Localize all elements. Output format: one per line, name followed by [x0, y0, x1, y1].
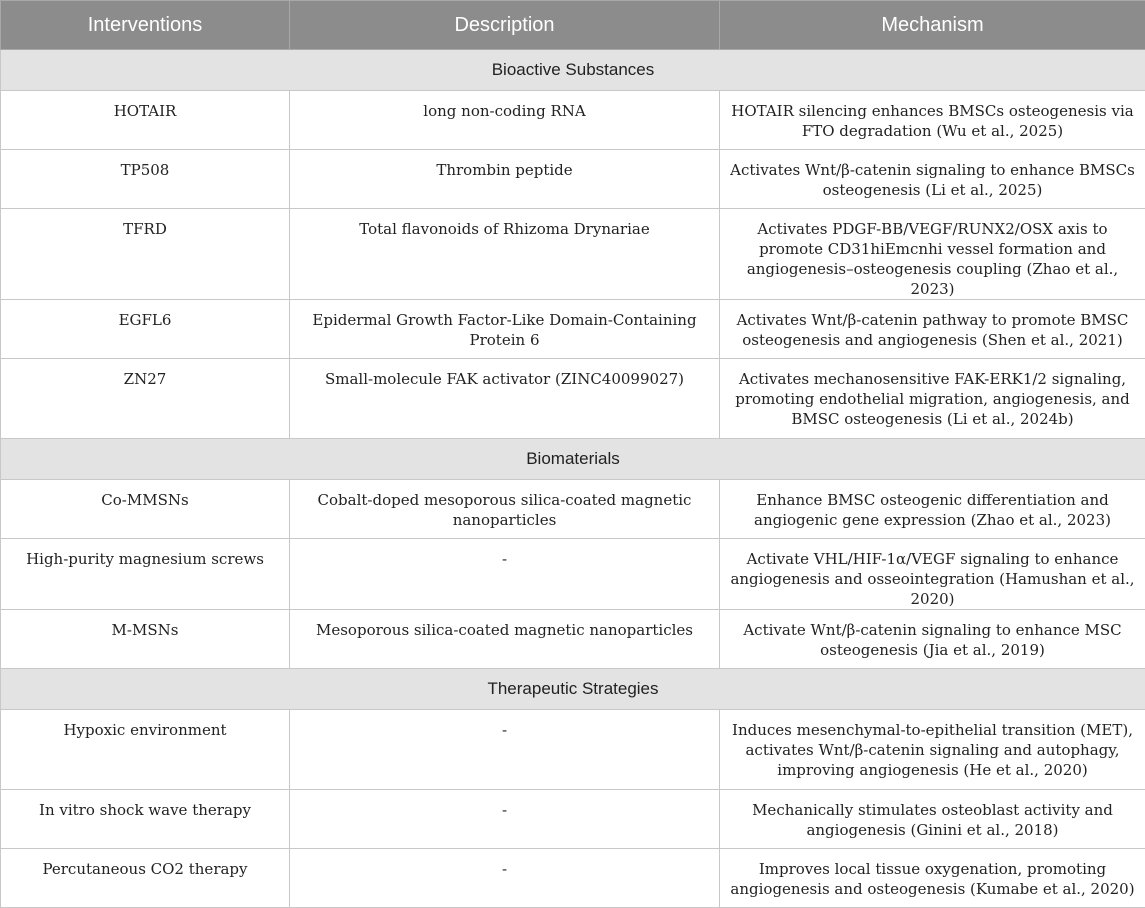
mechanism-cell: Activates PDGF-BB/VEGF/RUNX2/OSX axis to promote CD31hiEmcnhi vessel formation and angiogenesis–osteogenesis coupling (Zhao et al., 2023) [720, 209, 1145, 300]
description-cell: Small-molecule FAK activator (ZINC40099027) [290, 359, 720, 439]
table-row [1, 300, 1145, 359]
table-row [1, 539, 1145, 610]
intervention-cell: HOTAIR [1, 91, 290, 150]
table-row [1, 849, 1145, 908]
mechanism-cell: Enhance BMSC osteogenic differentiation and angiogenic gene expression (Zhao et al., 2023) [720, 480, 1145, 539]
section-title: Therapeutic Strategies [1, 669, 1145, 710]
description-cell: Thrombin peptide [290, 150, 720, 209]
mechanism-cell: Mechanically stimulates osteoblast activity and angiogenesis (Ginini et al., 2018) [720, 790, 1145, 849]
description-cell: - [290, 710, 720, 790]
description-cell: Cobalt-doped mesoporous silica-coated magnetic nanoparticles [290, 480, 720, 539]
mechanism-cell: HOTAIR silencing enhances BMSCs osteogenesis via FTO degradation (Wu et al., 2025) [720, 91, 1145, 150]
column-header-mechanism: Mechanism [720, 1, 1145, 50]
description-cell: Mesoporous silica-coated magnetic nanoparticles [290, 610, 720, 669]
mechanism-cell: Induces mesenchymal-to-epithelial transition (MET), activates Wnt/β-catenin signaling and autophagy, improving angiogenesis (He et al., 2020) [720, 710, 1145, 790]
intervention-cell: Co-MMSNs [1, 480, 290, 539]
intervention-cell: EGFL6 [1, 300, 290, 359]
intervention-cell: M-MSNs [1, 610, 290, 669]
section-title: Biomaterials [1, 439, 1145, 480]
description-cell: - [290, 790, 720, 849]
intervention-cell: In vitro shock wave therapy [1, 790, 290, 849]
table-row [1, 359, 1145, 439]
mechanism-cell: Activates Wnt/β-catenin signaling to enhance BMSCs osteogenesis (Li et al., 2025) [720, 150, 1145, 209]
mechanism-cell: Improves local tissue oxygenation, promoting angiogenesis and osteogenesis (Kumabe et al., 2020) [720, 849, 1145, 908]
table-row [1, 91, 1145, 150]
intervention-cell: Hypoxic environment [1, 710, 290, 790]
intervention-cell: TFRD [1, 209, 290, 300]
description-cell: - [290, 539, 720, 610]
table-row [1, 150, 1145, 209]
header-row [1, 1, 1145, 50]
mechanism-cell: Activates mechanosensitive FAK-ERK1/2 signaling, promoting endothelial migration, angiogenesis, and BMSC osteogenesis (Li et al., 2024b) [720, 359, 1145, 439]
intervention-cell: TP508 [1, 150, 290, 209]
intervention-cell: Percutaneous CO2 therapy [1, 849, 290, 908]
column-header-description: Description [290, 1, 720, 50]
description-cell: Epidermal Growth Factor-Like Domain-Containing Protein 6 [290, 300, 720, 359]
section-row-biomaterials [1, 439, 1145, 480]
description-cell: long non-coding RNA [290, 91, 720, 150]
column-header-interventions: Interventions [1, 1, 290, 50]
description-cell: Total flavonoids of Rhizoma Drynariae [290, 209, 720, 300]
table-row [1, 480, 1145, 539]
mechanism-cell: Activates Wnt/β-catenin pathway to promote BMSC osteogenesis and angiogenesis (Shen et al., 2021) [720, 300, 1145, 359]
intervention-cell: ZN27 [1, 359, 290, 439]
section-row-bioactive-substances [1, 50, 1145, 91]
section-title: Bioactive Substances [1, 50, 1145, 91]
mechanism-cell: Activate VHL/HIF-1α/VEGF signaling to enhance angiogenesis and osseointegration (Hamushan et al., 2020) [720, 539, 1145, 610]
table-row [1, 209, 1145, 300]
description-cell: - [290, 849, 720, 908]
table-row [1, 790, 1145, 849]
mechanism-cell: Activate Wnt/β-catenin signaling to enhance MSC osteogenesis (Jia et al., 2019) [720, 610, 1145, 669]
intervention-cell: High-purity magnesium screws [1, 539, 290, 610]
section-row-therapeutic-strategies [1, 669, 1145, 710]
table-row [1, 710, 1145, 790]
table-row [1, 610, 1145, 669]
